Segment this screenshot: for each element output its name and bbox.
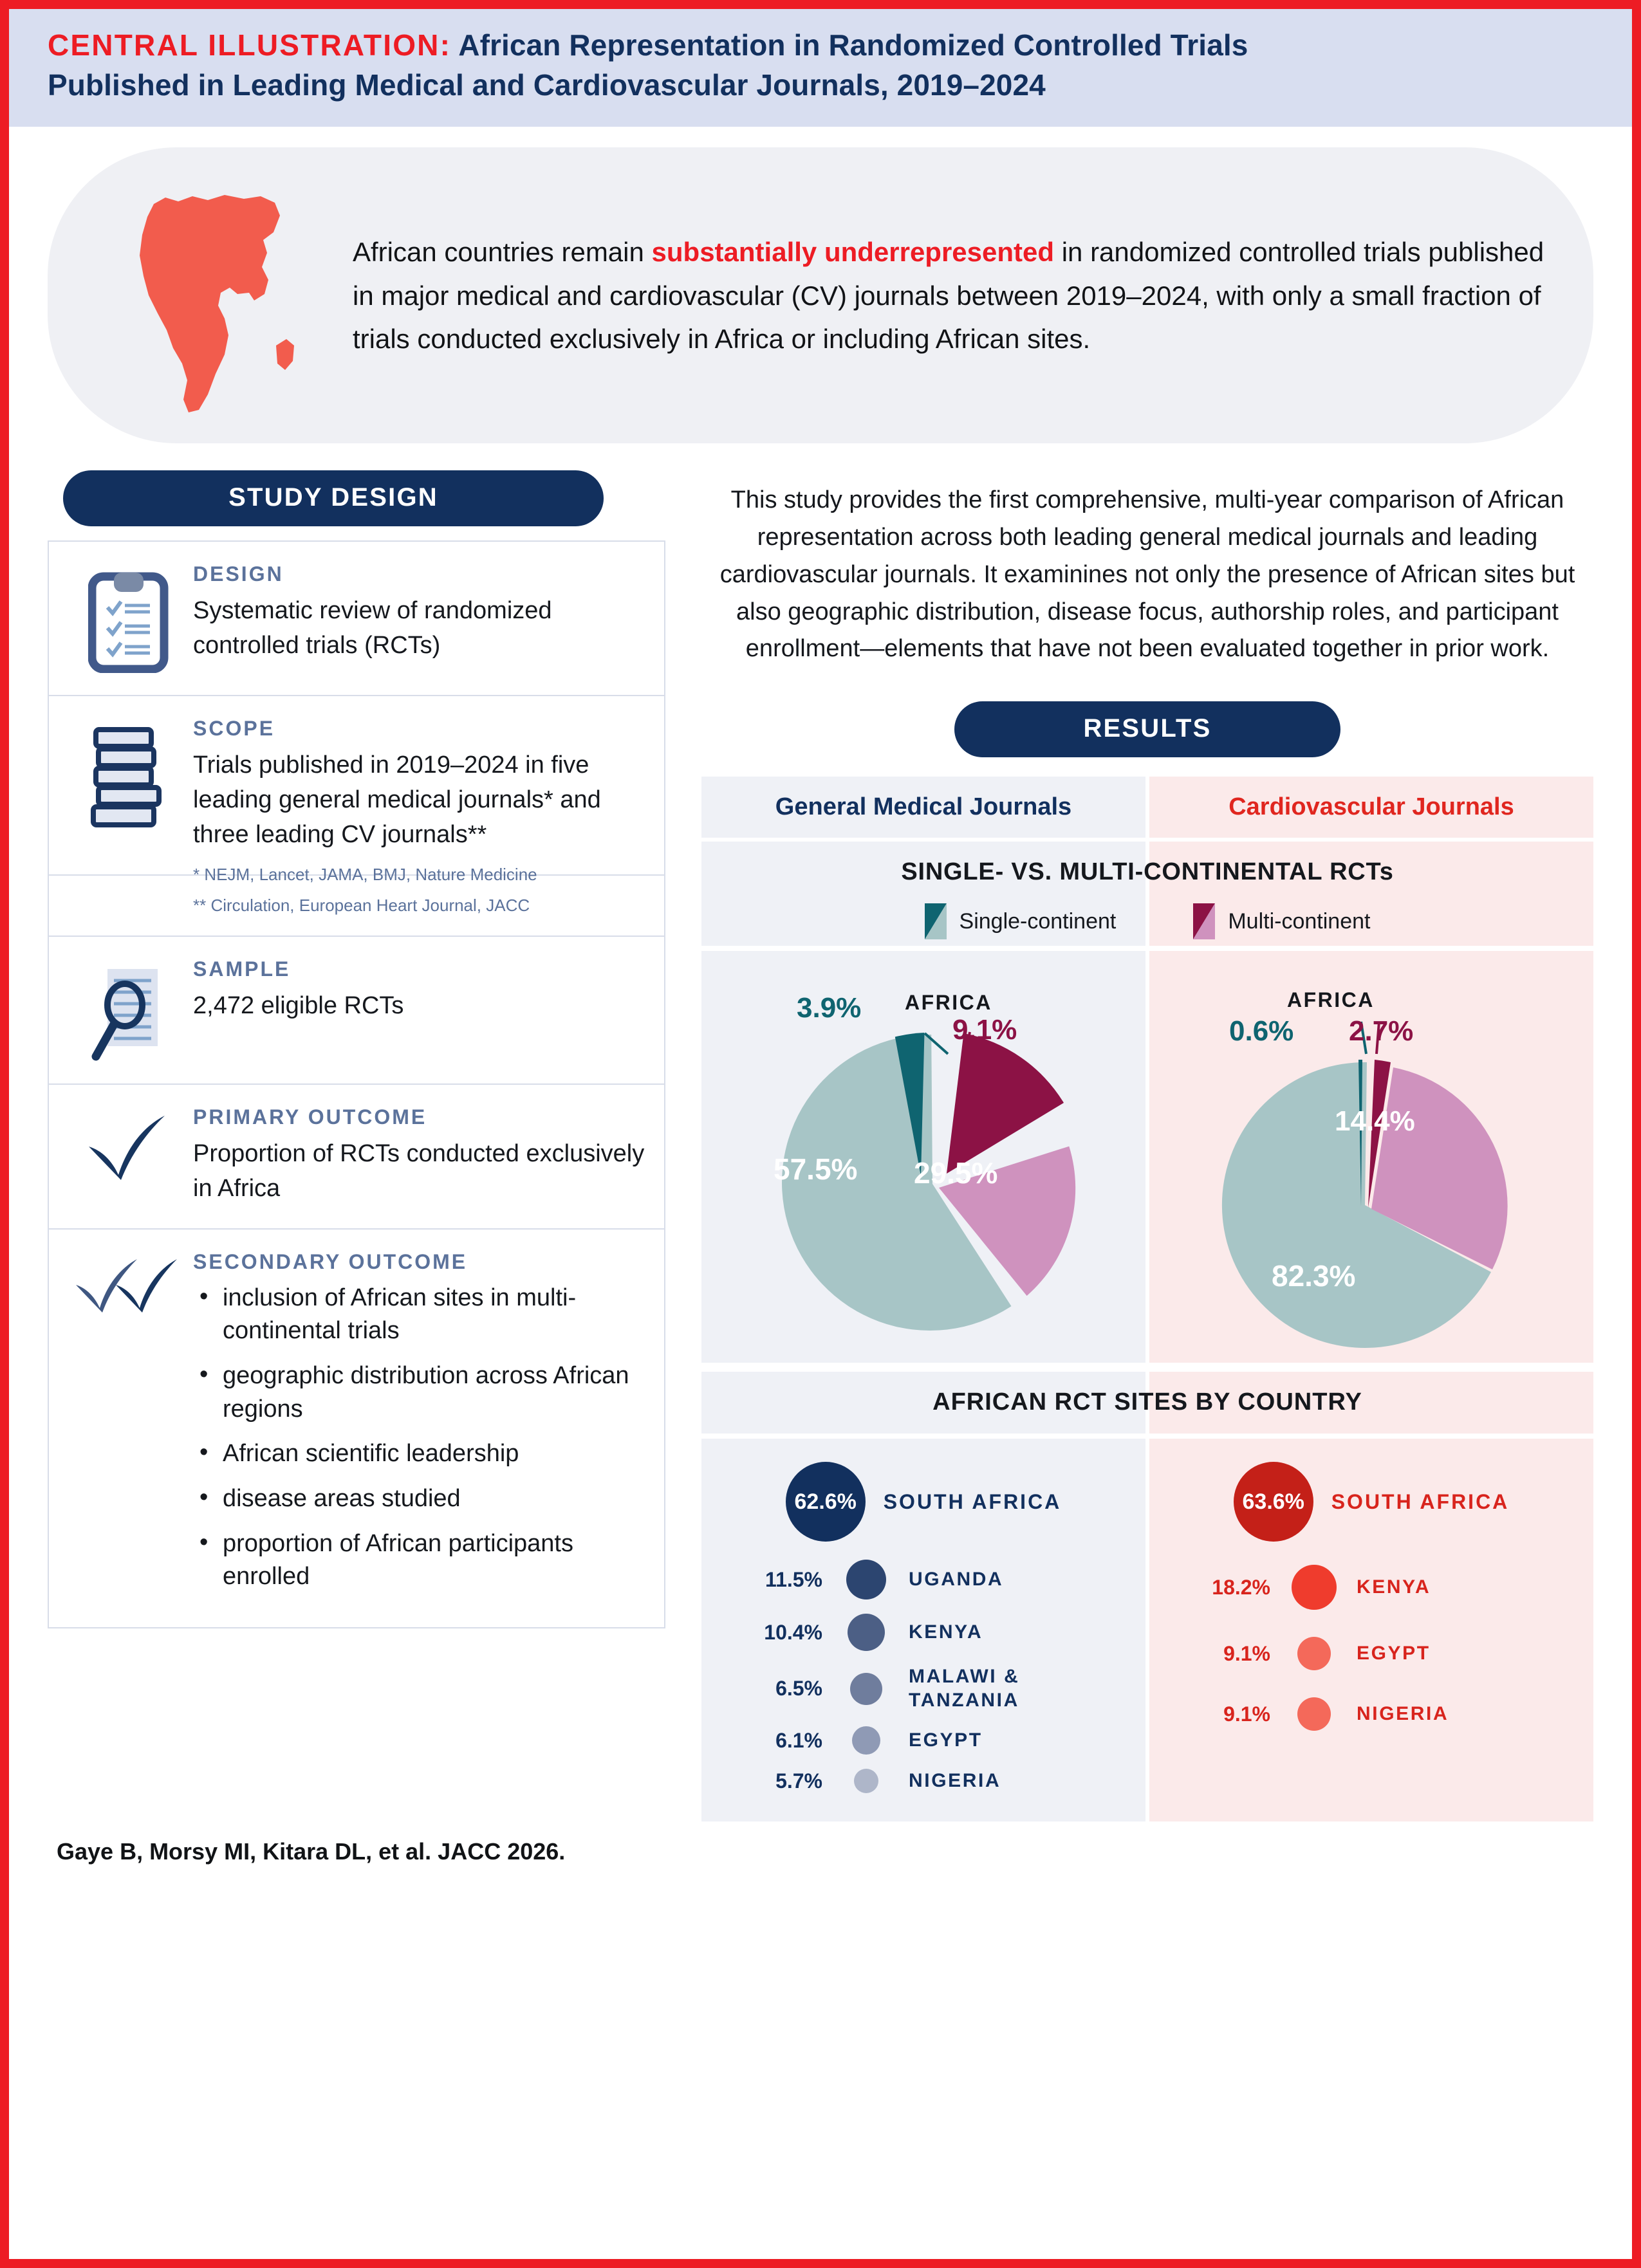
country-pct: 10.4% — [764, 1620, 822, 1644]
pie-callout-africa-label-medical: AFRICA — [905, 991, 992, 1014]
design-text: Systematic review of randomized controlled trials (RCTs) — [193, 597, 552, 659]
pie-callout-africa-label-cv: AFRICA — [1287, 988, 1375, 1011]
column-header-cardiovascular: Cardiovascular Journals — [1149, 777, 1593, 838]
intro-section — [9, 127, 1632, 443]
list-item: • proportion of African participants enrolled — [193, 1527, 646, 1594]
country-pct: 6.5% — [775, 1677, 822, 1701]
primary-outcome-text: Proportion of RCTs conducted exclusively in Africa — [193, 1139, 645, 1202]
pie-chart-cardiovascular — [1149, 951, 1593, 1363]
country-dot-wrap — [837, 1726, 896, 1755]
scope-notes — [49, 862, 664, 937]
list-item — [727, 1769, 1120, 1793]
country-name: UGANDA — [909, 1568, 1004, 1590]
legend-item-multi-continent — [1193, 903, 1370, 939]
country-dot — [1292, 1565, 1337, 1610]
pie-callout-single-africa-medical: 3.9% — [797, 992, 862, 1024]
summary-paragraph: This study provides the first comprehensive, multi-year comparison of African representation across both leading general medical journals and leading cardiovascular journals. It examinines not only the presence of African sites but also geographic distribution, disease focus, authorship roles, and participant enrollment—elements that have not been evaluated together in prior work. — [719, 486, 1575, 663]
country-hero-bubble-medical: 62.6% — [786, 1462, 866, 1542]
list-item — [727, 1560, 1120, 1600]
list-item — [1175, 1697, 1568, 1731]
country-dot — [850, 1673, 882, 1705]
country-pct: 11.5% — [765, 1567, 822, 1591]
pie-value-single-nonafrica-medical: 57.5% — [774, 1152, 858, 1186]
legend-band — [701, 898, 1593, 946]
country-dot-wrap — [837, 1673, 896, 1705]
country-name: EGYPT — [1357, 1642, 1431, 1664]
country-dot-wrap — [1284, 1565, 1344, 1610]
results-column-headers — [701, 777, 1593, 838]
section1-title: SINGLE- VS. MULTI-CONTINENTAL RCTs — [901, 858, 1394, 885]
pie-callout-multi-africa-medical: 9.1% — [952, 1014, 1017, 1046]
list-item — [727, 1726, 1120, 1755]
secondary-outcome-list — [193, 1282, 646, 1594]
magnifier-document-icon — [67, 957, 189, 1062]
country-name: KENYA — [909, 1621, 983, 1643]
country-dot — [854, 1769, 878, 1793]
pie-value-multi-nonafrica-cv: 14.4% — [1335, 1105, 1415, 1137]
list-item: • African scientific leadership — [193, 1437, 646, 1471]
study-design-row-design — [49, 542, 664, 696]
book-stack-icon — [67, 717, 189, 853]
list-item: • disease areas studied — [193, 1482, 646, 1516]
double-check-icon — [67, 1250, 189, 1605]
country-pct: 5.7% — [775, 1769, 822, 1793]
scope-kicker: SCOPE — [193, 717, 275, 741]
intro-card — [48, 147, 1593, 443]
list-item: • geographic distribution across African regions — [193, 1360, 646, 1426]
study-design-row-scope — [49, 696, 664, 876]
study-design-column — [48, 470, 665, 1628]
country-name: MALAWI & TANZANIA — [909, 1666, 1020, 1711]
country-dot — [1297, 1697, 1331, 1731]
study-design-body-design — [189, 562, 646, 673]
country-name: EGYPT — [909, 1729, 983, 1751]
country-list-general-medical — [701, 1439, 1145, 1821]
country-name: NIGERIA — [909, 1769, 1001, 1791]
africa-map-icon — [82, 173, 353, 418]
page-title-line2: Published in Leading Medical and Cardiovascular Journals, 2019–2024 — [48, 68, 1046, 102]
country-dot — [1297, 1637, 1331, 1670]
legend-swatch-single-continent — [925, 903, 947, 939]
study-design-body-scope — [189, 717, 646, 853]
page-title — [48, 26, 1593, 66]
intro-text-before: African countries remain — [353, 237, 652, 268]
country-dot-wrap — [1284, 1637, 1344, 1670]
study-design-table — [48, 540, 665, 1628]
country-hero-bubble-cv: 63.6% — [1234, 1462, 1313, 1542]
secondary-outcome-kicker: SECONDARY OUTCOME — [193, 1249, 468, 1273]
results-pill: RESULTS — [954, 701, 1340, 757]
legend-items — [701, 903, 1593, 939]
list-item — [1175, 1565, 1568, 1610]
country-pct: 6.1% — [775, 1728, 822, 1752]
footer-citation: Gaye B, Morsy MI, Kitara DL, et al. JACC 2026. — [57, 1838, 566, 1865]
design-kicker: DESIGN — [193, 562, 284, 586]
country-name: KENYA — [1357, 1576, 1431, 1598]
study-design-row-secondary-outcome — [49, 1230, 664, 1627]
intro-text-emphasis: substantially underrepresented — [651, 237, 1055, 268]
country-hero-medical — [727, 1462, 1120, 1542]
country-list-cardiovascular — [1149, 1439, 1593, 1821]
main-content — [9, 443, 1632, 1821]
sample-text: 2,472 eligible RCTs — [193, 991, 404, 1019]
scope-note-2: ** Circulation, European Heart Journal, JACC — [193, 896, 530, 916]
pie-callout-single-africa-cv: 0.6% — [1229, 1015, 1294, 1047]
central-illustration-label: CENTRAL ILLUSTRATION: — [48, 28, 452, 62]
pies-band — [701, 951, 1593, 1363]
legend-swatch-multi-continent — [1193, 903, 1215, 939]
country-band — [701, 1439, 1593, 1821]
legend-item-single-continent — [925, 903, 1117, 939]
country-dot-wrap — [837, 1769, 896, 1793]
section1-title-band — [701, 842, 1593, 898]
study-design-row-primary-outcome — [49, 1085, 664, 1230]
list-item: • inclusion of African sites in multi-continental trials — [193, 1282, 646, 1348]
country-name: NIGERIA — [1357, 1702, 1449, 1724]
country-dot-wrap — [837, 1560, 896, 1600]
country-hero-label-cv: SOUTH AFRICA — [1331, 1490, 1510, 1513]
study-design-row-sample — [49, 937, 664, 1085]
clipboard-checklist-icon — [67, 562, 189, 673]
country-hero-cv — [1175, 1462, 1568, 1542]
country-pct: 18.2% — [1212, 1575, 1270, 1599]
column-header-general-medical: General Medical Journals — [701, 777, 1145, 838]
sample-kicker: SAMPLE — [193, 957, 291, 981]
page-header — [9, 9, 1632, 127]
pie-chart-general-medical — [701, 951, 1145, 1363]
country-pct: 9.1% — [1223, 1702, 1270, 1726]
scope-text: Trials published in 2019–2024 in five leading general medical journals* and three leading CV journals** — [193, 751, 601, 849]
list-item — [727, 1665, 1120, 1712]
country-dot — [848, 1614, 885, 1651]
scope-note-1: * NEJM, Lancet, JAMA, BMJ, Nature Medicine — [193, 865, 537, 885]
primary-outcome-kicker: PRIMARY OUTCOME — [193, 1105, 427, 1129]
country-dot-wrap — [837, 1614, 896, 1651]
study-design-body-sample — [189, 957, 646, 1062]
study-design-body-secondary-outcome — [189, 1250, 646, 1605]
list-item — [1175, 1637, 1568, 1670]
country-hero-label-medical: SOUTH AFRICA — [883, 1490, 1062, 1513]
study-design-pill: STUDY DESIGN — [63, 470, 604, 526]
country-dot — [846, 1560, 886, 1600]
results-section — [701, 701, 1593, 1821]
pie-value-multi-nonafrica-medical: 29.5% — [914, 1156, 998, 1190]
study-design-body-primary-outcome — [189, 1105, 646, 1206]
section2-title-band — [701, 1372, 1593, 1434]
single-check-icon — [67, 1105, 189, 1206]
country-pct: 9.1% — [1223, 1641, 1270, 1665]
legend-label-single-continent: Single-continent — [959, 908, 1117, 934]
section2-title: AFRICAN RCT SITES BY COUNTRY — [932, 1388, 1362, 1415]
results-column — [701, 470, 1593, 1821]
intro-text — [353, 230, 1548, 360]
legend-label-multi-continent: Multi-continent — [1228, 908, 1371, 934]
intro-text-after: in randomized controlled trials published in major medical and cardiovascular (CV) journals between 2019–2024, with only a small fraction of trials conducted exclusively in Africa or including African sites. — [353, 237, 1544, 354]
country-dot-wrap — [1284, 1697, 1344, 1731]
list-item — [727, 1614, 1120, 1651]
page-title-line1: African Representation in Randomized Controlled Trials — [458, 28, 1248, 62]
pie-value-single-nonafrica-cv: 82.3% — [1272, 1259, 1356, 1293]
country-dot — [852, 1726, 880, 1755]
pie-callout-multi-africa-cv: 2.7% — [1349, 1015, 1414, 1047]
